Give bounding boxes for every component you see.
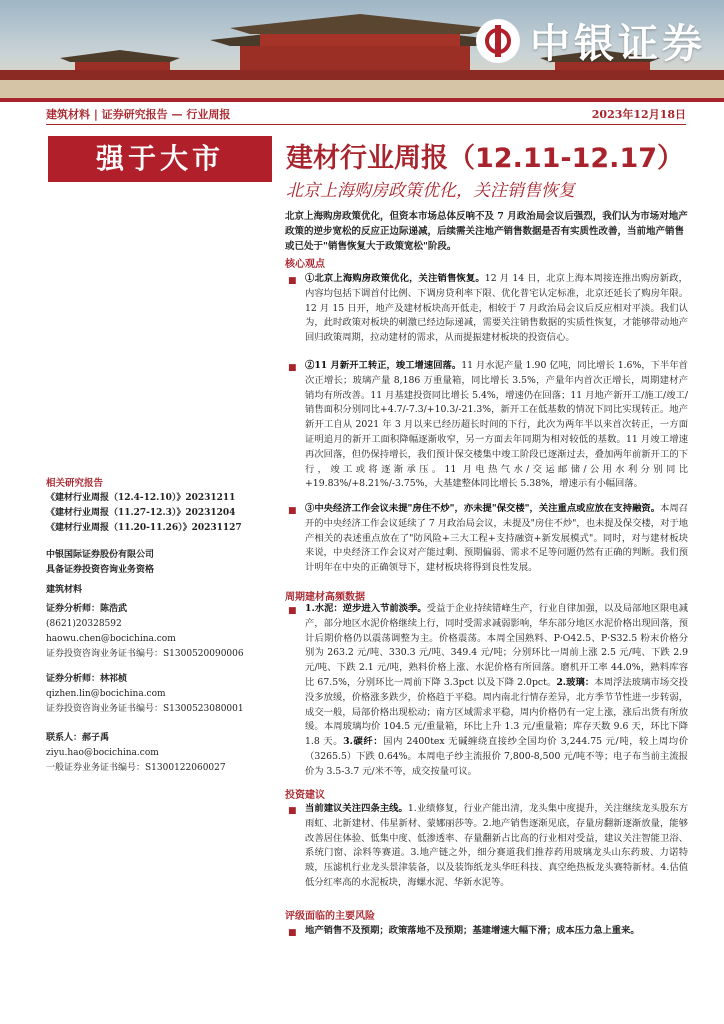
- analyst-1-email[interactable]: haowu.chen@bocichina.com: [46, 634, 176, 644]
- report-category: 建筑材料 | 证券研究报告 — 行业周报: [46, 108, 231, 121]
- report-meta: [46, 106, 686, 122]
- brand-logo: [476, 12, 706, 69]
- investment-advice-title: 投资建议: [285, 790, 325, 801]
- brand-name: 中银证券: [530, 21, 706, 67]
- industry-label: 建筑材料: [46, 585, 83, 595]
- company-name: 中银国际证券股份有限公司: [46, 550, 155, 560]
- core-views-title: 核心观点: [285, 259, 325, 270]
- related-report-item[interactable]: 《建材行业周报（11.20-11.26）》20231127: [46, 523, 242, 533]
- analyst-2-cert: 证券投资咨询业务证书编号：S1300523080001: [46, 704, 244, 714]
- risk-paragraph: 地产销售不及预期；政策落地不及预期；基建增速大幅下滑；成本压力急上重来。: [305, 925, 640, 936]
- related-reports-title: 相关研究报告: [46, 478, 104, 489]
- weekly-data-paragraph: 1.水泥：逆步进入节前淡季。受益于企业持续错峰生产，行业自律加强，以及局部地区限电减产，部分地区水泥价格继续上行，同时受需求减弱影响，华东部分地区水泥价格出现回落，预计后期价格仍以震荡调整为主。价格震荡。本周全国熟料、P·O42.5、P·S32.5 粉末价格分别为 263.2 元/吨、330.3 元/吨、349.4 元/吨；分别环比一周前上涨 2.5 元/吨、下跌 2.9 元/吨、下跌 2.1 元/吨，熟料价格上涨、水泥价格有所回落。磨机开工率 44.0%，熟料库容比 67.5%，分别环比一周前下降 3.3pct 以及下降 2.0pct。2.玻璃：本周浮法玻璃市场交投没多放缓，价格涨多跌少，价格趋于平稳。周内南北行情存差异，北方季节节性进一步转弱，成交一般，局部价格出现松动；南方区域需求平稳，周内价格仍有一定上涨，涨后出货有所放缓。本周玻璃均价 104.5 元/重量箱，环比上升 1.3 元/重量箱；库存天数 9.6 天，环比下降 1.8 天。3.碳纤：国内 2400tex 无碱缠绕直接纱全国均价 3,244.75 元/吨，较上周均价（3265.5）下跌 0.64%。本周电子纱主流报价 7,800-8,500 元/吨不等；电子布当前主流报价为 3.5-3.7 元/米不等，成交按量可议。: [305, 603, 688, 777]
- analyst-1-title: 证券分析师：陈浩武: [46, 604, 128, 614]
- brand-divider: [0, 98, 724, 102]
- analyst-1-cert: 证券投资咨询业务证书编号：S1300520090006: [46, 649, 244, 659]
- header-banner: [0, 0, 724, 98]
- bullet-icon: ■: [288, 806, 297, 816]
- report-date: 2023年12月18日: [591, 108, 686, 121]
- related-report-item[interactable]: 《建材行业周报（12.4-12.10）》20231211: [46, 493, 236, 503]
- company-info: [46, 548, 274, 598]
- analyst-2-title: 证券分析师：林祁桢: [46, 674, 128, 684]
- contact-cert: 一般证券业务证书编号：S1300122060027: [46, 763, 226, 773]
- analyst-2: [46, 672, 274, 717]
- company-qualification: 具备证券投资咨询业务资格: [46, 565, 155, 575]
- core-point-2: ②11 月新开工转正，竣工增速回落。11 月水泥产量 1.90 亿吨，同比增长 1.6%，下半年首次正增长；玻璃产量 8,186 万重量箱，同比增长 3.5%，产量年内首次正增长，周期建材产销均有所改善。11 月基建投资同比增长 5.4%，增速仍在回落；11 月地产新开工/施工/竣工/销售面积分别同比+4.7/-7.3/+10.3/-21.3%，新开工在低基数的情况下同比实现转正。地产新开工自从 2021 年 3 月以来已经历超长时间的下行，此次为两年半以来首次转正，一方面证明追月的新开工面积降幅逐渐收窄，另一方面去年同期为相对较低的基数。11 月竣工增速再次回落，但仍保持增长，我们预计保交楼集中竣工阶段已逐渐过去，叠加两年前新开工的下行，竣工或将逐渐承压。11 月电热气水/交运邮储/公用水利分别同比+19.83%/+8.21%/-3.75%，大基建整体同比增长 5.38%，增速示有小幅回落。: [305, 360, 688, 490]
- bullet-icon: ■: [288, 928, 297, 938]
- summary-paragraph: 北京上海购房政策优化，但资本市场总体反响不及 7 月政治局会议后强烈，我们认为市场对地产政策的逆步宽松的反应正边际递减，后续需关注地产销售数据是否有实质性改善，当前地产销售或已处于"销售恢复大于政策宽松"阶段。: [285, 211, 688, 252]
- bullet-icon: ■: [288, 606, 297, 616]
- rating-badge: 强于大市: [48, 136, 272, 182]
- contact: [46, 731, 274, 776]
- report-title: 建材行业周报（12.11-12.17）: [286, 143, 685, 174]
- risk-title: 评级面临的主要风险: [285, 911, 375, 922]
- investment-advice-paragraph: 当前建议关注四条主线。1.业绩修复，行业产能出清，龙头集中度提升，关注继续龙头股东方雨虹、北新建材、伟星新材、蒙娜丽莎等。2.地产销售逐渐见底，存量房翻新逐渐放量，能够改善居住体验、低集中度、低渗透率、存量翻新占比高的行业相对受益，建议关注智能卫浴、系统门窗、涂料等赛道。3.地产链之外，细分赛道我们推荐药用玻璃龙头山东药玻、力诺特玻，压滤机行业龙头景津装备，以及装饰纸龙头华旺科技、真空绝热板龙头赛特新材。4.估值低分红率高的水泥板块，海螺水泥、华新水泥等。: [305, 803, 688, 888]
- report-subtitle: 北京上海购房政策优化，关注销售恢复: [286, 181, 575, 201]
- weekly-data-title: 周期建材高频数据: [285, 592, 365, 603]
- bullet-icon: ■: [288, 506, 297, 516]
- related-report-item[interactable]: 《建材行业周报（11.27-12.3）》20231204: [46, 508, 236, 518]
- meta-divider: [46, 124, 686, 125]
- core-point-3: ③中央经济工作会议未提"房住不炒"，亦未提"保交楼"，关注重点或应放在支持融资。本周召开的中央经济工作会议延续了 7 月政治局会议，未提及"房住不炒"，也未提及保交楼，对于地产相关的表述重点放在了"防风险+三大工程+支持融资+新发展模式"。同时，对与建材板块来说，中央经济工作会议对产能过剩、预期偏弱、需求不足等问题仍然有正确的判断。我们预计明年在中央的正确领导下，建材板块将得到良性发展。: [305, 503, 688, 574]
- analyst-1: [46, 602, 274, 662]
- analyst-2-email[interactable]: qizhen.lin@bocichina.com: [46, 689, 166, 699]
- related-reports: [46, 476, 274, 536]
- boc-logo-icon: [476, 19, 520, 63]
- bullet-icon: ■: [288, 276, 297, 286]
- contact-email[interactable]: ziyu.hao@bocichina.com: [46, 748, 159, 758]
- core-point-1: ①北京上海购房政策优化，关注销售恢复。12 月 14 日，北京上海本周接连推出购房新政，内容均包括下调首付比例、下调房贷利率下限、优化普宅认定标准，北京还延长了购房年限。12 月 15 日开，地产及建材板块高开低走，相较于 7 月政治局会议后反应相对平淡。我们认为，此时政策对板块的刺激已经边际递减，需要关注销售数据的实质性恢复，才能够带动地产回归政策周期，拉动建材的需求，从而提振建材板块的投资信心。: [305, 273, 688, 344]
- analyst-1-phone: (8621)20328592: [46, 619, 122, 629]
- contact-title: 联系人：郝子禹: [46, 733, 110, 743]
- bullet-icon: ■: [288, 363, 297, 373]
